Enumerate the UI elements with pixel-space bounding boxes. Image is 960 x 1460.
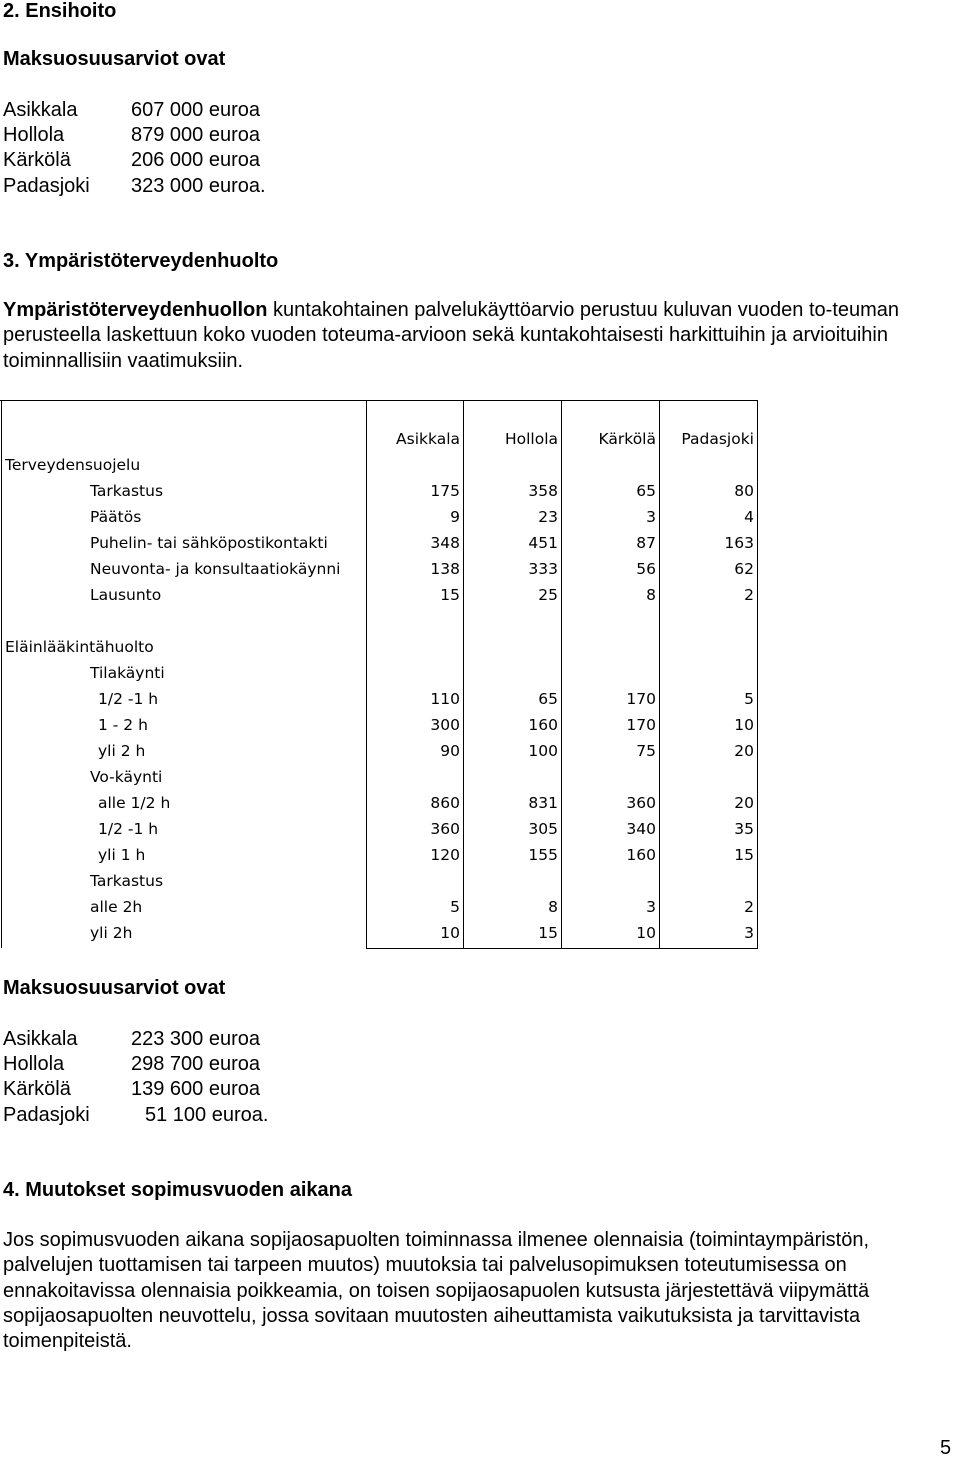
table-cell: 15	[440, 586, 460, 604]
estimates-title: Maksuosuusarviot ovat	[3, 48, 226, 70]
column-header: Kärkölä	[598, 430, 656, 448]
table-cell: 3	[744, 924, 754, 942]
muni-name: Kärkölä	[3, 1078, 71, 1100]
muni-name: Padasjoki	[3, 1104, 90, 1126]
table-cell: 10	[440, 924, 460, 942]
table-cell: 90	[440, 742, 460, 760]
muni-name: Padasjoki	[3, 175, 90, 197]
table-cell: 5	[450, 898, 460, 916]
table-cell: 160	[626, 846, 656, 864]
table-cell: 56	[636, 560, 656, 578]
row-label: Tarkastus	[90, 482, 164, 500]
table-cell: 160	[528, 716, 558, 734]
table-cell: 170	[626, 716, 656, 734]
table-cell: 451	[528, 534, 558, 552]
muni-amount: 223 300 euroa	[131, 1028, 261, 1050]
table-cell: 15	[538, 924, 558, 942]
table-cell: 300	[430, 716, 460, 734]
table-cell: 360	[626, 794, 656, 812]
table-cell: 15	[734, 846, 754, 864]
page-number: 5	[940, 1437, 952, 1459]
table-cell: 155	[528, 846, 558, 864]
group-title: Terveydensuojelu	[5, 456, 141, 474]
table-cell: 35	[734, 820, 754, 838]
table-cell: 3	[646, 508, 656, 526]
section-4-paragraph: Jos sopimusvuoden aikana sopijaosapuolten toiminnassa ilmenee olennaisia (toimintaympäristön, palvelujen tuottamisen tai tarpeen muutos) muutoksia tai palvelusopimuksen toteutumisessa on ennakoitavissa olennaisia poikkeamia, on toisen sopijaosapuolen kutsusta järjestettävä viipymättä sopijaosapuolten neuvottelu, jossa sovitaan muutosten aiheuttamista vaikutuksista ja tarvittavista toimenpiteistä.	[3, 1229, 870, 1353]
table-cell: 175	[430, 482, 460, 500]
row-label: Puhelin- tai sähköpostikontakti	[90, 534, 328, 552]
row-label: 1/2 -1 h	[98, 690, 159, 708]
subgroup-title: Vo-käynti	[90, 768, 163, 786]
paragraph-bold-lead: Ympäristöterveydenhuollon	[3, 299, 268, 321]
services-table	[0, 400, 760, 950]
muni-amount: 607 000 euroa	[131, 99, 261, 121]
row-label: 1/2 -1 h	[98, 820, 159, 838]
table-cell: 2	[744, 898, 754, 916]
paragraph-text: kuntakohtainen palvelukäyttöarvio perustuu kuluvan vuoden to-teuman perusteella laskettuun koko vuoden toteuma-arvioon sekä kuntakohtaisesti harkittuihin ja arvioituihin toiminnallisiin vaatimuksiin.	[3, 299, 900, 372]
muni-name: Hollola	[3, 1053, 65, 1075]
row-label: Päätös	[90, 508, 142, 526]
table-cell: 65	[636, 482, 656, 500]
muni-amount: 51 100 euroa.	[145, 1104, 269, 1126]
table-cell: 5	[744, 690, 754, 708]
row-label: alle 2h	[90, 898, 143, 916]
table-cell: 3	[646, 898, 656, 916]
muni-amount: 879 000 euroa	[131, 124, 261, 146]
section-3-heading: 3. Ympäristöterveydenhuolto	[3, 250, 279, 272]
table-cell: 9	[450, 508, 460, 526]
muni-amount: 323 000 euroa.	[131, 175, 266, 197]
table-cell: 23	[538, 508, 558, 526]
row-label: alle 1/2 h	[98, 794, 171, 812]
column-header: Asikkala	[396, 430, 460, 448]
table-cell: 10	[734, 716, 754, 734]
table-cell: 62	[734, 560, 754, 578]
table-cell: 358	[528, 482, 558, 500]
row-label: yli 2h	[90, 924, 133, 942]
row-label: Lausunto	[90, 586, 162, 604]
subgroup-title: Tilakäynti	[90, 664, 165, 682]
table-cell: 8	[646, 586, 656, 604]
table-cell: 831	[528, 794, 558, 812]
table-cell: 10	[636, 924, 656, 942]
table-cell: 120	[430, 846, 460, 864]
subgroup-title: Tarkastus	[90, 872, 164, 890]
section-2-heading: 2. Ensihoito	[3, 0, 117, 22]
table-cell: 163	[724, 534, 754, 552]
table-cell: 20	[734, 742, 754, 760]
muni-name: Asikkala	[3, 1028, 78, 1050]
table-cell: 340	[626, 820, 656, 838]
table-cell: 2	[744, 586, 754, 604]
table-cell: 80	[734, 482, 754, 500]
row-label: Neuvonta- ja konsultaatiokäynni	[90, 560, 341, 578]
row-label: 1 - 2 h	[98, 716, 148, 734]
muni-name: Hollola	[3, 124, 65, 146]
table-cell: 110	[430, 690, 460, 708]
table-cell: 65	[538, 690, 558, 708]
table-cell: 8	[548, 898, 558, 916]
table-cell: 170	[626, 690, 656, 708]
table-cell: 860	[430, 794, 460, 812]
estimates-title-2: Maksuosuusarviot ovat	[3, 977, 226, 999]
table-cell: 25	[538, 586, 558, 604]
table-cell: 305	[528, 820, 558, 838]
muni-amount: 206 000 euroa	[131, 149, 261, 171]
row-label: yli 1 h	[98, 846, 146, 864]
table-cell: 87	[636, 534, 656, 552]
column-header: Hollola	[504, 430, 558, 448]
muni-amount: 298 700 euroa	[131, 1053, 261, 1075]
muni-amount: 139 600 euroa	[131, 1078, 261, 1100]
table-cell: 138	[430, 560, 460, 578]
table-cell: 348	[430, 534, 460, 552]
table-cell: 100	[528, 742, 558, 760]
muni-name: Kärkölä	[3, 149, 71, 171]
group-title: Eläinlääkintähuolto	[5, 638, 154, 656]
table-cell: 75	[636, 742, 656, 760]
row-label: yli 2 h	[98, 742, 146, 760]
table-cell: 20	[734, 794, 754, 812]
section-4-heading: 4. Muutokset sopimusvuoden aikana	[3, 1179, 352, 1201]
table-cell: 360	[430, 820, 460, 838]
muni-name: Asikkala	[3, 99, 78, 121]
section-3-paragraph	[3, 298, 948, 374]
table-cell: 333	[528, 560, 558, 578]
table-cell: 4	[744, 508, 754, 526]
column-header: Padasjoki	[681, 430, 754, 448]
